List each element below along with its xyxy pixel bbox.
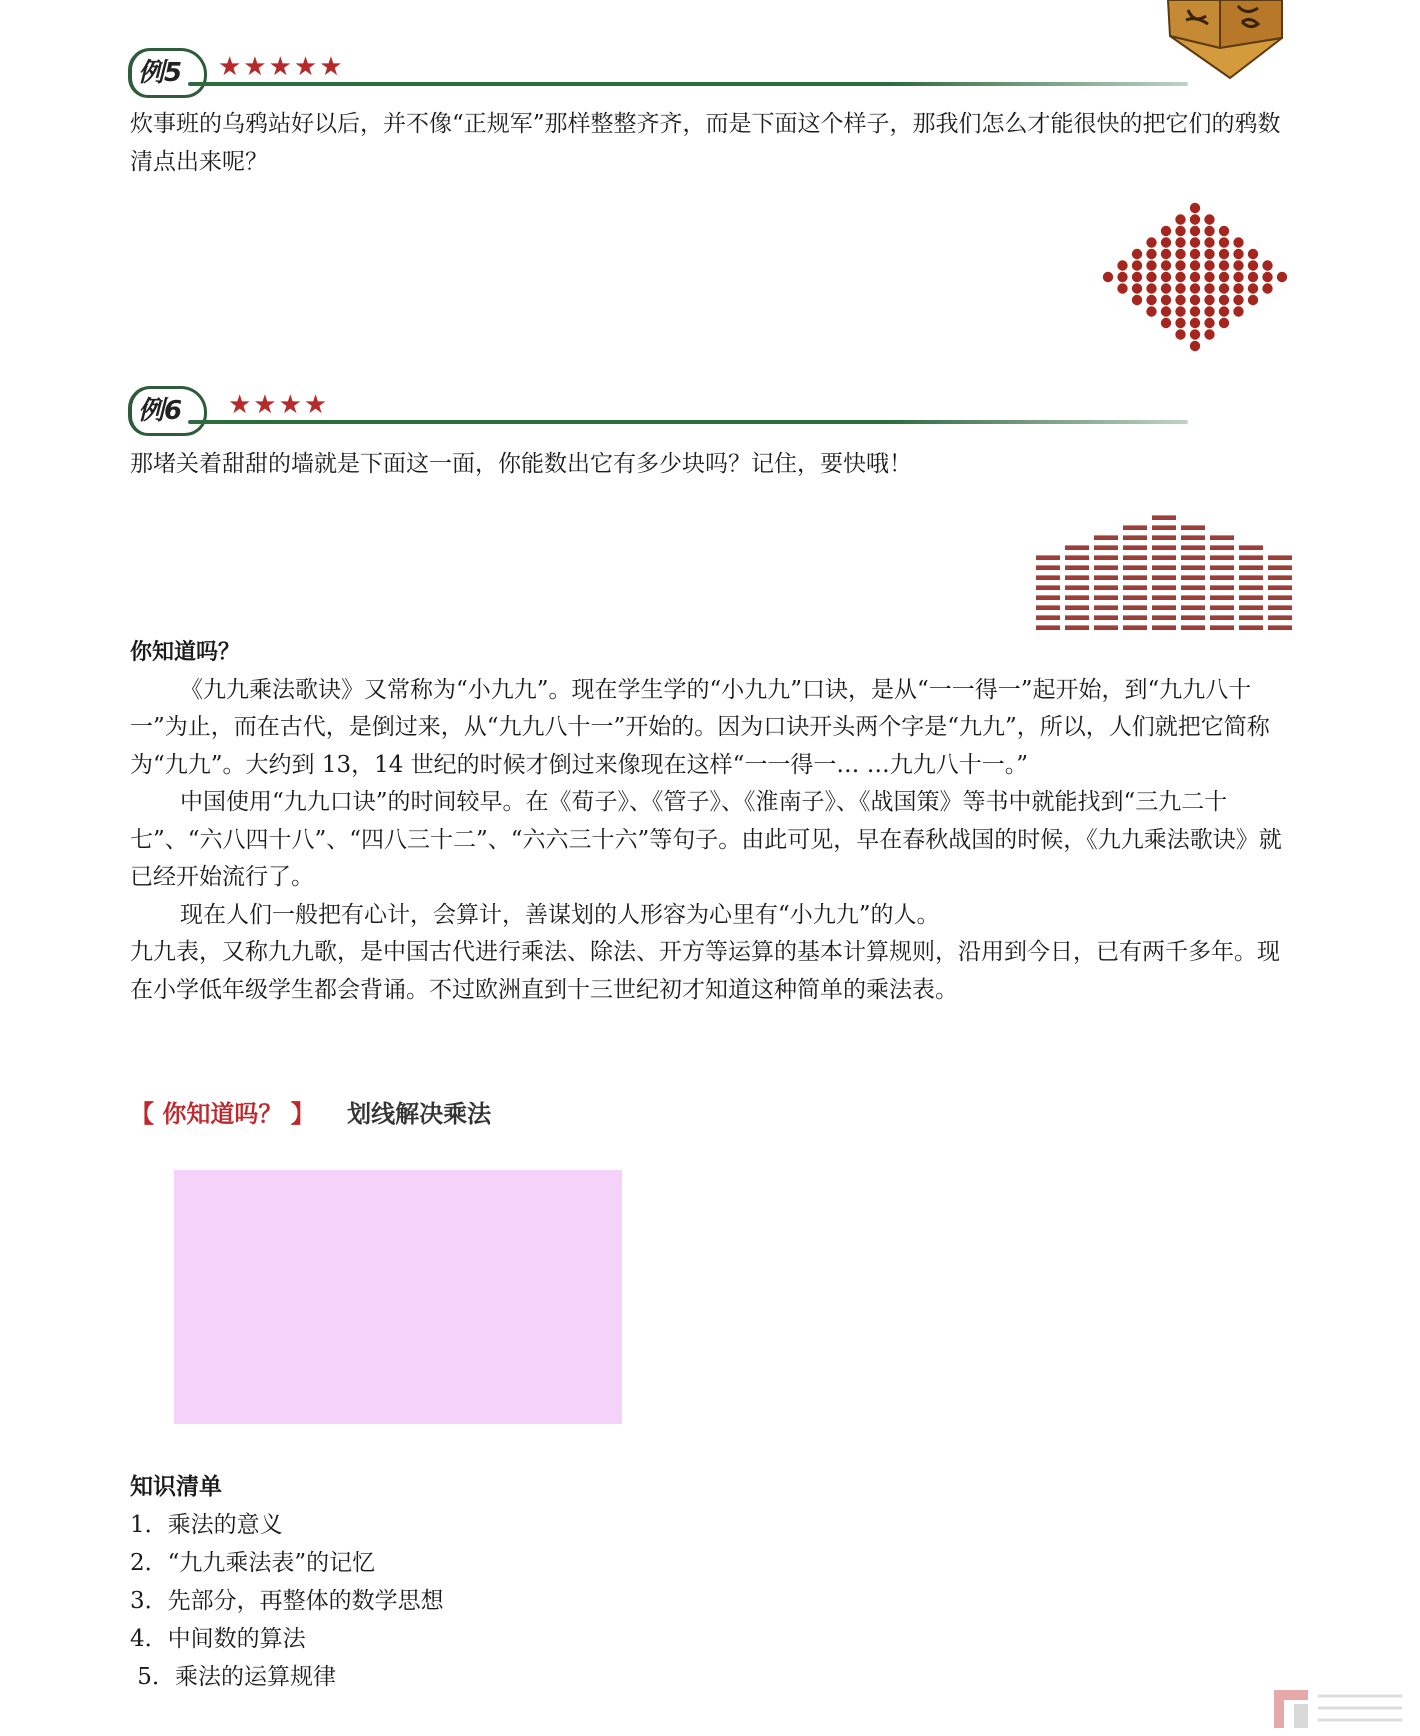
brick (1123, 525, 1147, 530)
did-you-know-paragraph-3: 现在人们一般把有心计，会算计，善谋划的人形容为心里有“小九九”的人。 (180, 901, 940, 928)
example6-stars: ★★★★ (228, 390, 330, 420)
crow-dot (1175, 226, 1185, 236)
brick-wall (1034, 482, 1298, 634)
crow-dot (1175, 329, 1185, 339)
line-multiplication-figure-placeholder (174, 1170, 622, 1424)
crow-dot (1146, 283, 1156, 293)
brick (1094, 575, 1118, 580)
brick (1181, 555, 1205, 560)
brick (1094, 615, 1118, 620)
brick (1094, 545, 1118, 550)
crow-dot (1219, 306, 1229, 316)
crow-dot (1146, 306, 1156, 316)
crow-dot (1233, 272, 1243, 282)
brick (1152, 545, 1176, 550)
crow-dot (1204, 214, 1214, 224)
brick (1065, 545, 1089, 550)
brick (1268, 595, 1292, 600)
knowledge-list (130, 1468, 444, 1696)
brick (1239, 625, 1263, 630)
crow-dot (1132, 272, 1142, 282)
crow-dot (1248, 283, 1258, 293)
brick (1210, 555, 1234, 560)
brick (1239, 555, 1263, 560)
crow-dot (1204, 249, 1214, 259)
crow-dot (1204, 329, 1214, 339)
crow-dot (1204, 260, 1214, 270)
thinking-box-icon (1160, 0, 1290, 82)
crow-dot (1161, 318, 1171, 328)
crow-dot (1132, 249, 1142, 259)
brick (1239, 545, 1263, 550)
brick (1065, 575, 1089, 580)
brick (1152, 595, 1176, 600)
brick (1152, 515, 1176, 520)
brick (1210, 615, 1234, 620)
brick (1210, 545, 1234, 550)
brick (1239, 595, 1263, 600)
brick (1181, 605, 1205, 610)
brick (1152, 605, 1176, 610)
did-you-know-section (130, 634, 1300, 1009)
brick (1152, 585, 1176, 590)
crow-dot (1146, 272, 1156, 282)
did-you-know-title: 你知道吗？ (130, 639, 241, 665)
brick (1210, 625, 1234, 630)
brick (1181, 525, 1205, 530)
crow-dot (1161, 283, 1171, 293)
crow-dot (1190, 260, 1200, 270)
crow-dot (1132, 260, 1142, 270)
crow-dot (1233, 295, 1243, 305)
example6-label: 例6 (138, 396, 183, 426)
crow-dot (1146, 237, 1156, 247)
brick (1210, 585, 1234, 590)
crow-dot (1219, 283, 1229, 293)
brick (1094, 595, 1118, 600)
brick (1210, 605, 1234, 610)
crow-dot (1219, 318, 1229, 328)
brick (1181, 535, 1205, 540)
brick (1268, 615, 1292, 620)
crow-dot (1219, 272, 1229, 282)
brick (1123, 575, 1147, 580)
crow-dot (1233, 237, 1243, 247)
crow-dot (1161, 272, 1171, 282)
brick (1239, 605, 1263, 610)
example6-rule (188, 420, 1188, 424)
crow-dot (1204, 237, 1214, 247)
crow-dot (1233, 306, 1243, 316)
brick (1123, 535, 1147, 540)
brick (1152, 615, 1176, 620)
example5-label: 例5 (138, 58, 183, 88)
crow-dot (1190, 283, 1200, 293)
brick (1065, 595, 1089, 600)
brick (1181, 585, 1205, 590)
crow-dot (1175, 283, 1185, 293)
crow-dot (1175, 214, 1185, 224)
crow-dot (1190, 226, 1200, 236)
crow-dot (1219, 237, 1229, 247)
did-you-know-paragraph-4: 九九表，又称九九歌，是中国古代进行乘法、除法、开方等运算的基本计算规则，沿用到今日，已有两千多年。现在小学低年级学生都会背诵。不过欧洲直到十三世纪初才知道这种简单的乘法表。 (130, 939, 1280, 1003)
brick (1036, 615, 1060, 620)
crow-dot (1190, 272, 1200, 282)
crow-dot (1233, 249, 1243, 259)
crow-dot (1161, 249, 1171, 259)
knowledge-list-item: 3．先部分，再整体的数学思想 (130, 1588, 444, 1614)
brick (1152, 525, 1176, 530)
example6-question: 那堵关着甜甜的墙就是下面这一面，你能数出它有多少块吗？记住，要快哦！ (130, 451, 912, 477)
crow-dot (1233, 283, 1243, 293)
brick (1065, 585, 1089, 590)
did-you-know-paragraph-2: 中国使用“九九口诀”的时间较早。在《荀子》、《管子》、《淮南子》、《战国策》等书中就能找到“三九二十七”、“六八四十八”、“四八三十二”、“六六三十六”等句子。由此可见，早在春秋战国的时候，《九九乘法歌诀》就已经开始流行了。 (130, 789, 1282, 890)
knowledge-list-item: 4．中间数的算法 (130, 1626, 306, 1652)
crow-dot (1175, 237, 1185, 247)
brick (1268, 565, 1292, 570)
brick (1065, 605, 1089, 610)
crow-dot (1190, 329, 1200, 339)
brick (1123, 595, 1147, 600)
crow-dot (1117, 272, 1127, 282)
brick (1152, 575, 1176, 580)
crow-dot (1204, 295, 1214, 305)
crow-dot (1103, 272, 1113, 282)
crow-dot (1161, 226, 1171, 236)
crow-dot (1190, 295, 1200, 305)
knowledge-list-item: 1．乘法的意义 (130, 1512, 283, 1538)
brick (1065, 565, 1089, 570)
brick (1268, 575, 1292, 580)
crow-dot (1132, 283, 1142, 293)
watermark-logo-icon (1272, 1686, 1412, 1734)
crow-dot (1161, 237, 1171, 247)
crow-dot (1219, 295, 1229, 305)
brick (1152, 565, 1176, 570)
brick (1094, 625, 1118, 630)
crow-dot (1190, 318, 1200, 328)
brick (1181, 595, 1205, 600)
brick (1036, 625, 1060, 630)
brick (1239, 575, 1263, 580)
crow-dot (1190, 341, 1200, 351)
brick (1123, 625, 1147, 630)
knowledge-list-title: 知识清单 (130, 1473, 222, 1500)
crow-dot (1175, 295, 1185, 305)
crow-dot (1248, 260, 1258, 270)
example5-stars: ★★★★★ (218, 52, 345, 82)
crow-dot (1146, 260, 1156, 270)
brick (1210, 565, 1234, 570)
brick (1210, 575, 1234, 580)
brick (1065, 625, 1089, 630)
brick (1268, 605, 1292, 610)
example5-header (128, 48, 1128, 108)
brick (1036, 605, 1060, 610)
brick (1181, 615, 1205, 620)
crow-dot (1117, 283, 1127, 293)
example6-header (128, 386, 1128, 446)
crow-dot (1175, 260, 1185, 270)
crow-dot (1161, 306, 1171, 316)
brick (1036, 595, 1060, 600)
crow-dot (1190, 306, 1200, 316)
crow-dot-diamond (1096, 200, 1294, 352)
example5-rule (188, 82, 1188, 86)
line-multiplication-title: 【 你知道吗？ 】 划线解决乘法 (130, 1100, 492, 1128)
crow-dot (1233, 260, 1243, 270)
brick (1094, 585, 1118, 590)
brick (1094, 535, 1118, 540)
brick (1268, 555, 1292, 560)
crow-dot (1248, 272, 1258, 282)
brick (1152, 555, 1176, 560)
crow-dot (1262, 283, 1272, 293)
example5-question: 炊事班的乌鸦站好以后，并不像“正规军”那样整整齐齐，而是下面这个样子，那我们怎么才能很快的把它们的鸦数清点出来呢？ (130, 111, 1281, 175)
brick (1036, 575, 1060, 580)
crow-dot (1262, 260, 1272, 270)
brick (1210, 535, 1234, 540)
brick (1094, 555, 1118, 560)
crow-dot (1175, 272, 1185, 282)
brick (1065, 615, 1089, 620)
knowledge-list-item: 5．乘法的运算规律 (130, 1664, 336, 1690)
brick (1152, 625, 1176, 630)
crow-dot (1161, 260, 1171, 270)
crow-dot (1248, 249, 1258, 259)
brick (1181, 545, 1205, 550)
crow-dot (1175, 318, 1185, 328)
crow-dot (1146, 249, 1156, 259)
brick (1239, 565, 1263, 570)
brick (1239, 615, 1263, 620)
brick (1123, 605, 1147, 610)
crow-dot (1248, 295, 1258, 305)
brick (1181, 625, 1205, 630)
crow-dot (1117, 260, 1127, 270)
brick (1123, 615, 1147, 620)
brick (1094, 605, 1118, 610)
brick (1210, 595, 1234, 600)
crow-dot (1204, 283, 1214, 293)
crow-dot (1190, 203, 1200, 213)
crow-dot (1146, 295, 1156, 305)
did-you-know-paragraph-1: 《九九乘法歌诀》又常称为“小九九”。现在学生学的“小九九”口诀，是从“一一得一”起开始，到“九九八十一”为止，而在古代，是倒过来，从“九九八十一”开始的。因为口诀开头两个字是“九九”，所以，人们就把它简称为“九九”。大约到 13，14 世纪的时候才倒过来像现在这样“一一得一… …九九八十一。” (130, 676, 1270, 778)
crow-dot (1219, 249, 1229, 259)
knowledge-list-item: 2．“九九乘法表”的记忆 (130, 1550, 376, 1576)
crow-dot (1204, 306, 1214, 316)
brick (1152, 535, 1176, 540)
brick (1036, 585, 1060, 590)
crow-dot (1219, 260, 1229, 270)
brick (1181, 575, 1205, 580)
brick (1268, 625, 1292, 630)
crow-dot (1219, 226, 1229, 236)
brick (1036, 565, 1060, 570)
brick (1094, 565, 1118, 570)
brick (1036, 555, 1060, 560)
crow-dot (1161, 295, 1171, 305)
brick (1268, 585, 1292, 590)
crow-dot (1175, 249, 1185, 259)
crow-dot (1190, 214, 1200, 224)
brick (1123, 565, 1147, 570)
crow-dot (1262, 272, 1272, 282)
crow-dot (1204, 272, 1214, 282)
brick (1239, 585, 1263, 590)
brick (1123, 545, 1147, 550)
brick (1181, 565, 1205, 570)
brick (1123, 555, 1147, 560)
brick (1123, 585, 1147, 590)
crow-dot (1204, 318, 1214, 328)
crow-dot (1204, 226, 1214, 236)
brick (1065, 555, 1089, 560)
crow-dot (1190, 237, 1200, 247)
crow-dot (1132, 295, 1142, 305)
crow-dot (1175, 306, 1185, 316)
crow-dot (1277, 272, 1287, 282)
crow-dot (1190, 249, 1200, 259)
